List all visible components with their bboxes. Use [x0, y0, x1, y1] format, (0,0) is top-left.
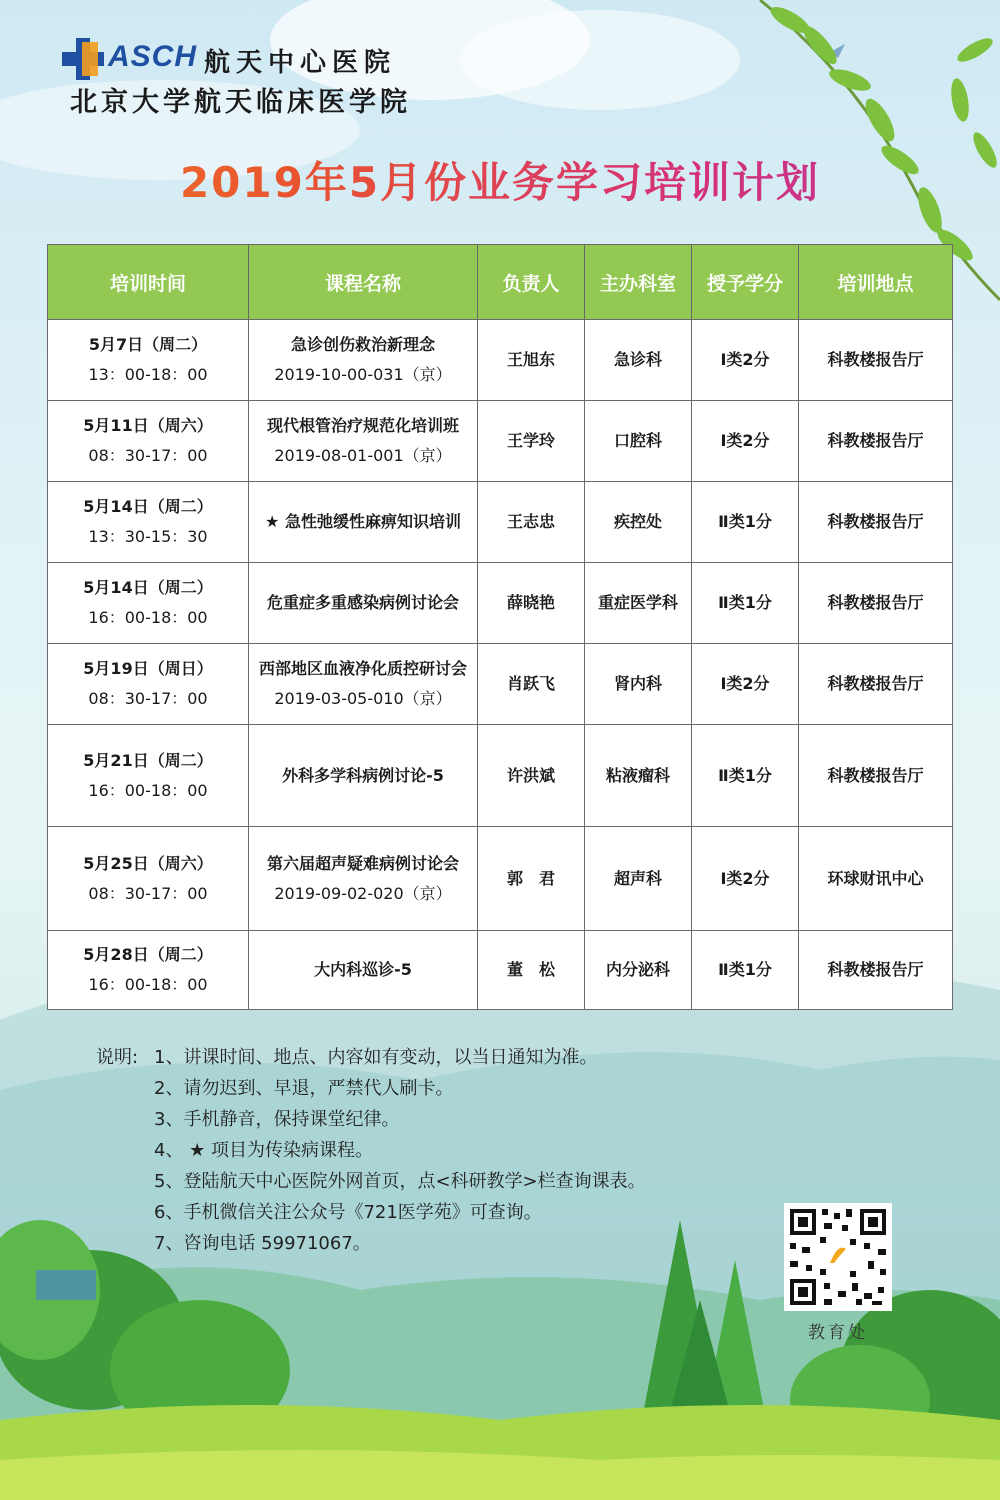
course-cell: 大内科巡诊-5: [249, 931, 478, 1010]
dept-cell: 疾控处: [585, 482, 692, 563]
note-item: 2、请勿迟到、早退，严禁代人刷卡。: [154, 1078, 454, 1099]
place-cell: 科教楼报告厅: [799, 563, 953, 644]
dept-cell: 口腔科: [585, 401, 692, 482]
place-cell: 科教楼报告厅: [799, 725, 953, 827]
place-cell: 科教楼报告厅: [799, 931, 953, 1010]
table-header-row: [48, 245, 953, 320]
place-cell: 环球财讯中心: [799, 827, 953, 931]
column-header: 培训地点: [799, 245, 953, 320]
qr-code[interactable]: [784, 1203, 892, 1311]
notes-section: [96, 1042, 646, 1259]
credit-cell: Ⅰ类2分: [692, 644, 799, 725]
course-cell: 现代根管治疗规范化培训班 2019-08-01-001（京）: [249, 401, 478, 482]
qr-caption: 教育处: [808, 1323, 868, 1343]
table-row: [48, 931, 953, 1010]
note-item: 5、登陆航天中心医院外网首页，点<科研教学>栏查询课表。: [154, 1171, 646, 1192]
time-cell: 5月21日（周二） 16：00-18：00: [48, 725, 249, 827]
credit-cell: Ⅰ类2分: [692, 827, 799, 931]
course-cell: 急诊创伤救治新理念 2019-10-00-031（京）: [249, 320, 478, 401]
table-row: [48, 725, 953, 827]
person-cell: 薛晓艳: [478, 563, 585, 644]
table-row: [48, 401, 953, 482]
qr-code-icon: [784, 1203, 892, 1311]
logo-english: ASCH: [108, 40, 198, 73]
table-row: [48, 320, 953, 401]
course-cell: ★ 急性弛缓性麻痹知识培训: [249, 482, 478, 563]
credit-cell: Ⅱ类1分: [692, 482, 799, 563]
course-cell: 外科多学科病例讨论-5: [249, 725, 478, 827]
note-item: 4、 ★ 项目为传染病课程。: [154, 1140, 374, 1161]
course-cell: 危重症多重感染病例讨论会: [249, 563, 478, 644]
dept-cell: 急诊科: [585, 320, 692, 401]
person-cell: 许洪斌: [478, 725, 585, 827]
course-cell: 第六届超声疑难病例讨论会 2019-09-02-020（京）: [249, 827, 478, 931]
time-cell: 5月28日（周二） 16：00-18：00: [48, 931, 249, 1010]
person-cell: 肖跃飞: [478, 644, 585, 725]
logo-hospital-name: 航天中心医院: [204, 48, 397, 78]
table-row: [48, 644, 953, 725]
note-item: 说明: 1、讲课时间、地点、内容如有变动，以当日通知为准。: [96, 1042, 646, 1073]
place-cell: 科教楼报告厅: [799, 401, 953, 482]
table-row: [48, 482, 953, 563]
time-cell: 5月11日（周六） 08：30-17：00: [48, 401, 249, 482]
dept-cell: 肾内科: [585, 644, 692, 725]
credit-cell: Ⅰ类2分: [692, 401, 799, 482]
time-cell: 5月19日（周日） 08：30-17：00: [48, 644, 249, 725]
person-cell: 王学玲: [478, 401, 585, 482]
note-item: 3、手机静音，保持课堂纪律。: [154, 1109, 400, 1130]
credit-cell: Ⅱ类1分: [692, 931, 799, 1010]
page-title: 2019年5月份业务学习培训计划: [0, 150, 1000, 210]
person-cell: 董 松: [478, 931, 585, 1010]
place-cell: 科教楼报告厅: [799, 320, 953, 401]
person-cell: 王志忠: [478, 482, 585, 563]
column-header: 负责人: [478, 245, 585, 320]
column-header: 培训时间: [48, 245, 249, 320]
table-row: [48, 563, 953, 644]
notes-label: 说明:: [96, 1047, 139, 1068]
logo-college-name: 北京大学航天临床医学院: [70, 87, 411, 118]
course-cell: 西部地区血液净化质控研讨会 2019-03-05-010（京）: [249, 644, 478, 725]
time-cell: 5月14日（周二） 16：00-18：00: [48, 563, 249, 644]
training-schedule-table: [47, 244, 953, 1010]
note-item: 7、咨询电话 59971067。: [154, 1233, 371, 1254]
dept-cell: 超声科: [585, 827, 692, 931]
time-cell: 5月25日（周六） 08：30-17：00: [48, 827, 249, 931]
credit-cell: Ⅱ类1分: [692, 725, 799, 827]
person-cell: 郭 君: [478, 827, 585, 931]
time-cell: 5月14日（周二） 13：30-15：30: [48, 482, 249, 563]
place-cell: 科教楼报告厅: [799, 482, 953, 563]
note-item: 6、手机微信关注公众号《721医学苑》可查询。: [154, 1202, 542, 1223]
table-row: [48, 827, 953, 931]
dept-cell: 粘液瘤科: [585, 725, 692, 827]
person-cell: 王旭东: [478, 320, 585, 401]
dept-cell: 内分泌科: [585, 931, 692, 1010]
time-cell: 5月7日（周二） 13：00-18：00: [48, 320, 249, 401]
medical-cross-icon: [62, 38, 104, 80]
dept-cell: 重症医学科: [585, 563, 692, 644]
column-header: 授予学分: [692, 245, 799, 320]
column-header: 课程名称: [249, 245, 478, 320]
place-cell: 科教楼报告厅: [799, 644, 953, 725]
credit-cell: Ⅱ类1分: [692, 563, 799, 644]
column-header: 主办科室: [585, 245, 692, 320]
credit-cell: Ⅰ类2分: [692, 320, 799, 401]
